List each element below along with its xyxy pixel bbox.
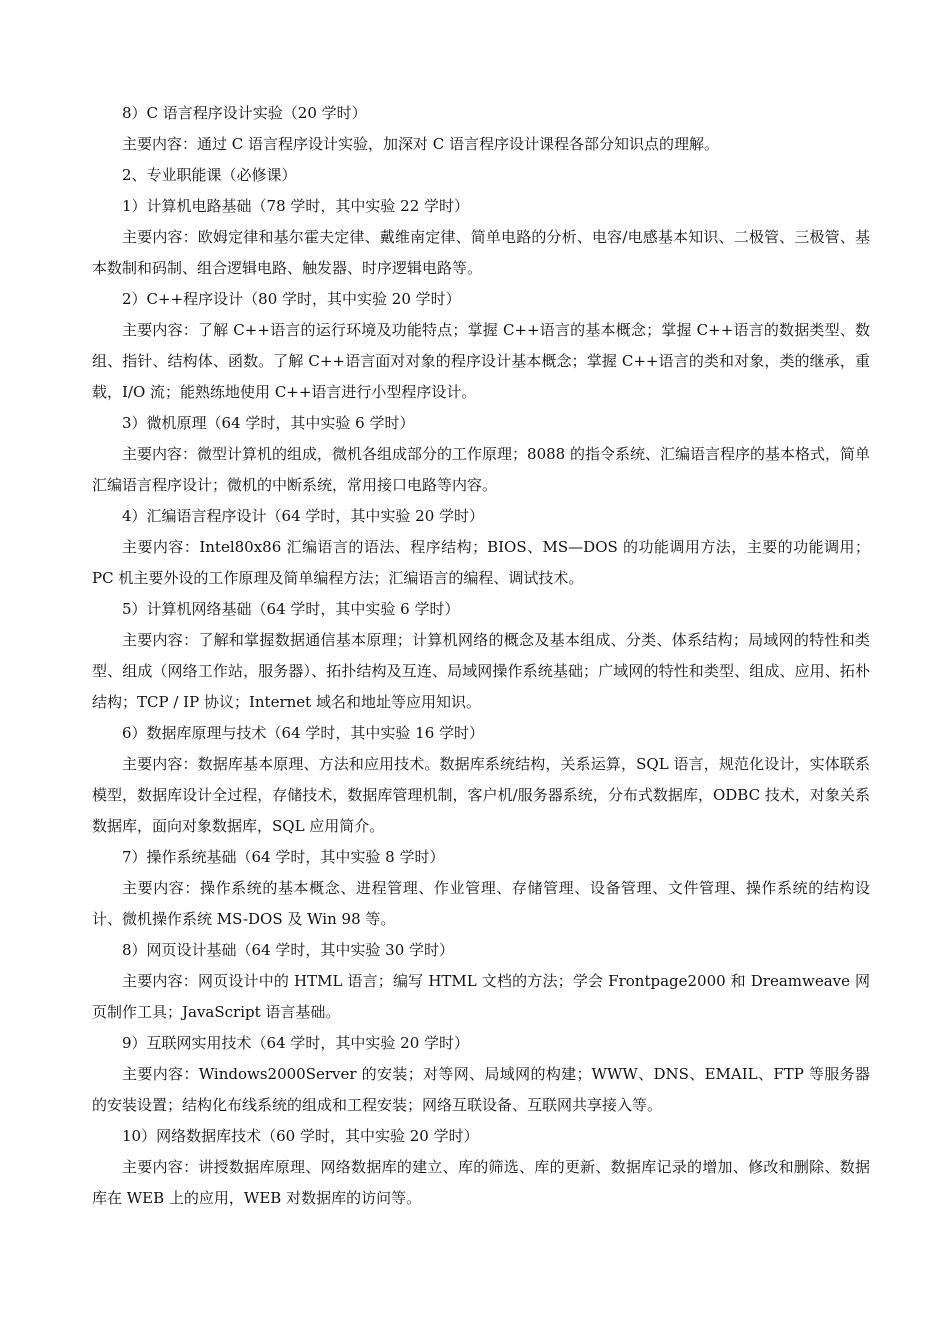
section-heading-microcomputer: 3）微机原理（64 学时，其中实验 6 学时）	[122, 414, 415, 432]
paragraph-microcomputer: 主要内容：微型计算机的组成，微机各组成部分的工作原理；8088 的指令系统、汇编语言程序的基本格式，简单汇编语言程序设计；微机的中断系统，常用接口电路等内容。	[92, 445, 870, 494]
section-heading-networking: 5）计算机网络基础（64 学时，其中实验 6 学时）	[122, 600, 460, 618]
section-heading-circuit-basics: 1）计算机电路基础（78 学时，其中实验 22 学时）	[122, 197, 470, 215]
section-heading-web-design: 8）网页设计基础（64 学时，其中实验 30 学时）	[122, 941, 455, 959]
paragraph-assembly: 主要内容：Intel80x86 汇编语言的语法、程序结构；BIOS、MS—DOS 的功能调用方法，主要的功能调用；PC 机主要外设的工作原理及简单编程方法；汇编语言的编程、调试技术。	[92, 538, 870, 587]
paragraph-web-design: 主要内容：网页设计中的 HTML 语言；编写 HTML 文档的方法；学会 Frontpage2000 和 Dreamweave 网页制作工具；JavaScript 语言基础。	[92, 972, 870, 1021]
section-heading-c-lab: 8）C 语言程序设计实验（20 学时）	[122, 104, 367, 122]
section-heading-core-courses: 2、专业职能课（必修课）	[122, 166, 297, 184]
paragraph-os: 主要内容：操作系统的基本概念、进程管理、作业管理、存储管理、设备管理、文件管理、操作系统的结构设计、微机操作系统 MS-DOS 及 Win 98 等。	[92, 879, 870, 928]
section-heading-cpp: 2）C++程序设计（80 学时，其中实验 20 学时）	[122, 290, 461, 308]
paragraph-cpp: 主要内容：了解 C++语言的运行环境及功能特点；掌握 C++语言的基本概念；掌握 C++语言的数据类型、数组、指针、结构体、函数。了解 C++语言面对对象的程序设计基本概念；掌握 C++语言的类和对象，类的继承，重载，I/O 流；能熟练地使用 C++语言进行小型程序设计。	[92, 321, 870, 401]
paragraph-internet-tech: 主要内容：Windows2000Server 的安装；对等网、局域网的构建；WWW、DNS、EMAIL、FTP 等服务器的安装设置；结构化布线系统的组成和工程安装；网络互联设备、互联网共享接入等。	[92, 1065, 870, 1114]
section-heading-os: 7）操作系统基础（64 学时，其中实验 8 学时）	[122, 848, 445, 866]
section-heading-database: 6）数据库原理与技术（64 学时，其中实验 16 学时）	[122, 724, 485, 742]
document-body	[92, 98, 870, 1214]
paragraph-circuit-basics: 主要内容：欧姆定律和基尔霍夫定律、戴维南定律、简单电路的分析、电容/电感基本知识、二极管、三极管、基本数制和码制、组合逻辑电路、触发器、时序逻辑电路等。	[92, 228, 870, 277]
paragraph-networking: 主要内容：了解和掌握数据通信基本原理；计算机网络的概念及基本组成、分类、体系结构；局域网的特性和类型、组成（网络工作站，服务器）、拓扑结构及互连、局域网操作系统基础；广域网的特性和类型、组成、应用、拓朴结构；TCP / IP 协议；Internet 域名和地址等应用知识。	[92, 631, 870, 711]
section-heading-assembly: 4）汇编语言程序设计（64 学时，其中实验 20 学时）	[122, 507, 485, 525]
section-heading-network-db: 10）网络数据库技术（60 学时，其中实验 20 学时）	[122, 1127, 479, 1145]
paragraph-network-db: 主要内容：讲授数据库原理、网络数据库的建立、库的筛选、库的更新、数据库记录的增加、修改和删除、数据库在 WEB 上的应用，WEB 对数据库的访问等。	[92, 1158, 870, 1207]
paragraph-database: 主要内容：数据库基本原理、方法和应用技术。数据库系统结构，关系运算，SQL 语言，规范化设计，实体联系模型，数据库设计全过程，存储技术，数据库管理机制，客户机/服务器系统，分布式数据库，ODBC 技术，对象关系数据库，面向对象数据库，SQL 应用简介。	[92, 755, 870, 835]
section-heading-internet-tech: 9）互联网实用技术（64 学时，其中实验 20 学时）	[122, 1034, 470, 1052]
paragraph-c-lab: 主要内容：通过 C 语言程序设计实验，加深对 C 语言程序设计课程各部分知识点的理解。	[122, 135, 720, 153]
